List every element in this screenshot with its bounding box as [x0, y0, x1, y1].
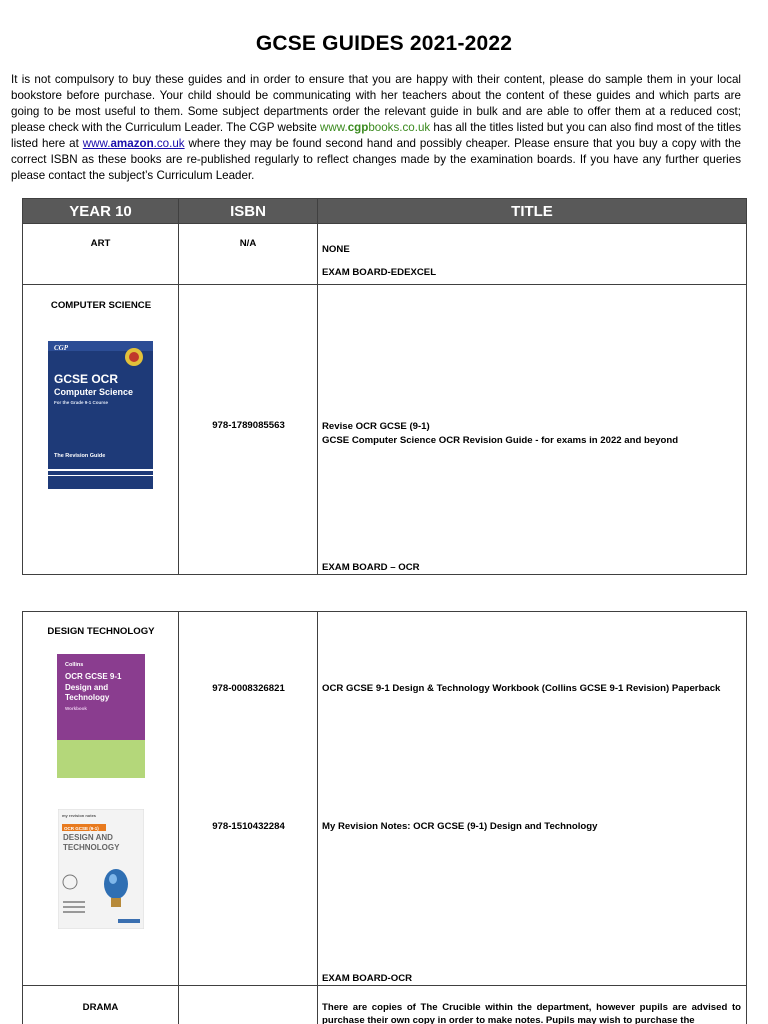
title-dt-workbook: OCR GCSE 9-1 Design & Technology Workbook (Collins GCSE 9-1 Revision) Paperback [322, 683, 721, 694]
subject-drama: DRAMA [23, 986, 179, 1024]
isbn-art: N/A [179, 224, 318, 285]
table-row-computer-science [23, 285, 747, 575]
svg-text:Technology: Technology [65, 693, 110, 702]
svg-text:DESIGN AND: DESIGN AND [63, 833, 113, 842]
title-cs-line1: Revise OCR GCSE (9-1) [322, 421, 430, 432]
svg-text:Collins: Collins [65, 662, 84, 668]
exam-board-cs: EXAM BOARD – OCR [322, 562, 420, 573]
header-title: TITLE [318, 199, 747, 224]
exam-board-dt: EXAM BOARD-OCR [322, 973, 413, 984]
svg-text:Computer Science: Computer Science [54, 387, 134, 397]
svg-text:The Revision Guide: The Revision Guide [54, 453, 106, 459]
guides-table-2 [22, 611, 747, 1024]
title-dt-revision-notes: My Revision Notes: OCR GCSE (9-1) Design and Technology [322, 821, 598, 832]
title-cs-line2: GCSE Computer Science OCR Revision Guide - for exams in 2022 and beyond [322, 435, 679, 446]
subject-design-technology: DESIGN TECHNOLOGY [47, 626, 155, 637]
title-art: NONE [322, 244, 350, 255]
exam-board-art: EXAM BOARD-EDEXCEL [322, 267, 437, 278]
cgp-website-text: www.cgpbooks.co.uk [320, 121, 431, 134]
header-year: YEAR 10 [23, 199, 179, 224]
dt-workbook-cover-image [57, 654, 145, 778]
svg-text:For the Grade 9-1 Course: For the Grade 9-1 Course [54, 400, 109, 405]
page-title: GCSE GUIDES 2021-2022 [255, 32, 513, 55]
header-isbn: ISBN [179, 199, 318, 224]
table-row-art [23, 224, 747, 285]
svg-text:Design and: Design and [65, 683, 109, 692]
dt-revision-notes-cover-image [58, 809, 144, 929]
subject-art: ART [23, 224, 179, 285]
subject-computer-science: COMPUTER SCIENCE [50, 300, 152, 311]
cs-book-cover-image [48, 341, 153, 489]
title-drama: There are copies of The Crucible within the department, however pupils are advised to purchase their own copy in order to make notes. Pupils may wish to purchase the [318, 986, 747, 1024]
svg-text:OCR GCSE (9-1): OCR GCSE (9-1) [64, 826, 99, 831]
svg-text:my revision notes: my revision notes [62, 813, 97, 818]
svg-text:TECHNOLOGY: TECHNOLOGY [63, 843, 120, 852]
table-row-design-technology [23, 612, 747, 986]
isbn-dt-revision-notes: 978-1510432284 [212, 821, 285, 832]
amazon-link[interactable]: www.amazon.co.uk [82, 137, 185, 150]
intro-paragraph: It is not compulsory to buy these guides and in order to ensure that you are happy with their content, please do sample them in your local bookstore before purchase. Your child should be communicating with her teachers about the content of these guides and which parts are going to be most useful to them. Some subject departments order the relevant guide in bulk and are able to offer them at a reduced cost; please check with the Curriculum Leader. The CGP website www.cgpbooks.co.uk has all the titles listed but you can also find most of the titles listed here at www.amazon.co.uk where they may be found second hand and possibly cheaper. Please ensure that you buy a copy with the correct ISBN as these books are re-published regularly to reflect changes made by the examination boards. If you have any further queries please contact the subject’s Curriculum Leader. [11, 73, 741, 182]
svg-text:OCR GCSE 9-1: OCR GCSE 9-1 [65, 672, 122, 681]
svg-text:GCSE OCR: GCSE OCR [54, 372, 119, 386]
svg-text:Workbook: Workbook [65, 706, 87, 711]
guides-table-1 [22, 198, 747, 575]
isbn-dt-workbook: 978-0008326821 [212, 683, 285, 694]
isbn-computer-science: 978-1789085563 [212, 420, 285, 431]
table-row-drama [23, 986, 747, 1024]
svg-text:CGP: CGP [54, 344, 68, 352]
